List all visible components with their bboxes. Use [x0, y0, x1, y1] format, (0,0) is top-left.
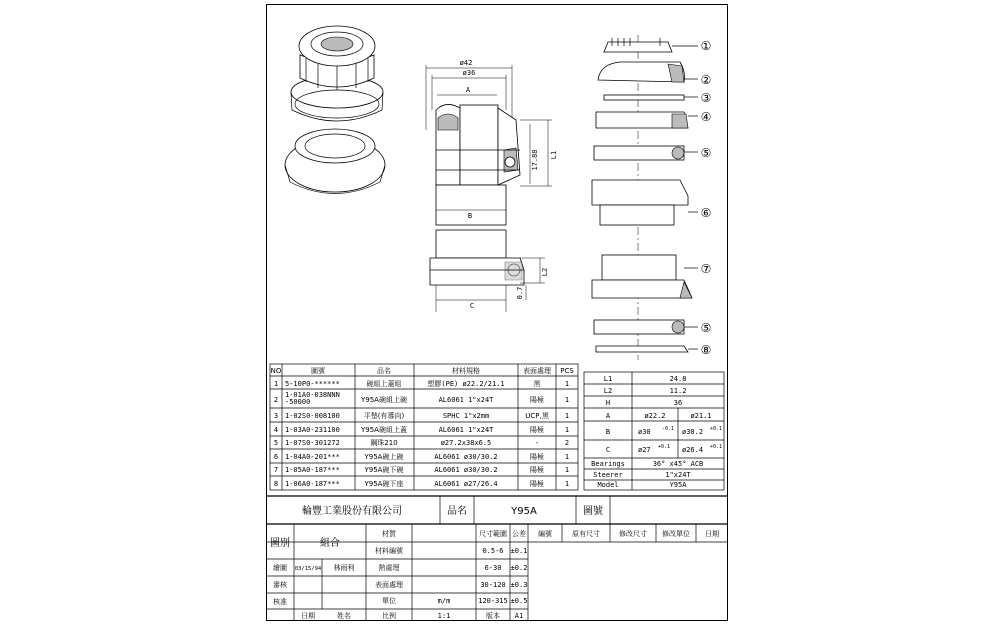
dim-l2: L2 — [541, 267, 549, 277]
spec-l2-label: L2 — [603, 387, 613, 395]
bom-row — [274, 379, 569, 388]
spec-b-label: B — [605, 428, 611, 436]
bom-cell: 1 — [273, 380, 279, 388]
date-label: 日期 — [301, 612, 315, 620]
bom-cell: - — [535, 439, 539, 447]
bom-cell: 1-03A0-231100 — [285, 426, 340, 434]
spec-c-value-2: ø26.4 — [682, 446, 704, 454]
callout-7: ⑦ — [700, 262, 712, 276]
scale-value: 1:1 — [437, 612, 451, 620]
dim-17-88: 17.88 — [531, 149, 539, 171]
bom-cell: 陽極 — [530, 453, 544, 461]
bom-cell: 6 — [273, 453, 279, 461]
dim-d36: ø36 — [462, 69, 476, 77]
bom-cell: 碗組上蓋組 — [366, 380, 402, 388]
bom-cell: 塑膠(PE) ø22.2/21.1 — [427, 380, 505, 388]
callout-3: ③ — [700, 91, 712, 105]
bom-header-no: NO — [270, 367, 282, 375]
spec-model-label: Model — [597, 481, 619, 489]
spec-h-value: 36 — [673, 399, 683, 407]
tolerance-value: ±0.3 — [510, 581, 528, 589]
bom-row — [274, 452, 569, 461]
callout-6: ⑥ — [700, 206, 712, 220]
spec-h-label: H — [605, 399, 611, 407]
bom-row — [274, 438, 569, 447]
spec-table — [584, 372, 724, 490]
bom-cell: SPHC 1"x2mm — [442, 412, 490, 420]
bom-header-material: 材料規格 — [452, 367, 480, 375]
bom-header-finish: 表面處理 — [523, 367, 551, 375]
title-block — [266, 496, 728, 621]
callout-1: ① — [700, 39, 712, 53]
bom-cell: 鋼珠210 — [370, 439, 398, 447]
spec-bearings-value: 36° x45° ACB — [652, 460, 704, 468]
tolerance-value: ±0.1 — [510, 547, 528, 555]
bom-cell: 1 — [564, 466, 570, 474]
company-name: 輪豐工業股份有限公司 — [302, 506, 402, 517]
spec-bearings-label: Bearings — [591, 460, 625, 468]
spec-a-value-1: ø22.2 — [644, 412, 666, 420]
bom-cell: Y95A碗組上蓋 — [361, 426, 407, 434]
spec-c-label: C — [605, 446, 611, 454]
bom-cell: Y95A碗組上碗 — [361, 396, 407, 404]
spec-l2-value: 11.2 — [669, 387, 687, 395]
unit-value: m/m — [437, 597, 451, 605]
spec-a-label: A — [605, 412, 611, 420]
bom-cell: Y95A碗下碗 — [364, 466, 404, 474]
version-value: A1 — [514, 612, 524, 620]
callout-8: ⑧ — [700, 343, 712, 357]
bom-table — [270, 364, 578, 490]
revision-header: 日期 — [705, 530, 719, 538]
bom-header-name: 品名 — [377, 367, 391, 375]
spec-b-tol-1: -0.1 — [662, 426, 675, 432]
bom-cell: 1-02S0-008100 — [285, 412, 340, 420]
spec-c-tol-1: +0.1 — [658, 444, 671, 450]
bom-cell: Y95A碗下座 — [364, 480, 404, 488]
bom-cell: 平墊(有導向) — [363, 412, 405, 420]
callout-5b: ⑤ — [700, 321, 712, 335]
version-label: 版本 — [486, 612, 500, 620]
bom-cell: 4 — [273, 426, 279, 434]
bom-cell: AL6061 1"x24T — [438, 426, 494, 434]
tolerance-range-header: 尺寸範圍 — [479, 530, 507, 538]
bom-cell: Y95A碗上碗 — [364, 453, 404, 461]
bom-header-drawing-no: 圖號 — [311, 367, 325, 375]
spec-c-value-1: ø27 — [638, 446, 651, 454]
spec-model-value: Y95A — [669, 481, 687, 489]
bom-cell: 1 — [564, 412, 570, 420]
spec-c-tol-2: +0.1 — [710, 444, 723, 450]
product-name-value: Y95A — [511, 506, 537, 517]
bom-cell: 1 — [564, 426, 570, 434]
bom-cell: AL6061 1"x24T — [438, 396, 494, 404]
bom-cell: 5 — [273, 439, 279, 447]
tolerance-header: 公差 — [512, 530, 526, 538]
bom-row — [274, 465, 569, 474]
bom-cell: 陽極 — [530, 396, 544, 404]
tolerance-range: 0.5-6 — [482, 547, 504, 555]
bom-cell: AL6061 ø27/26.4 — [434, 480, 498, 488]
callout-2: ② — [700, 73, 712, 87]
dim-l1: L1 — [550, 150, 558, 160]
dim-0-7: 0.7 — [516, 286, 524, 300]
bom-row — [274, 479, 569, 488]
dim-c: C — [469, 302, 475, 310]
drawing-number-label: 圖號 — [583, 506, 603, 517]
spec-l1-value: 24.8 — [669, 375, 687, 383]
bom-cell: 1-05A0-187*** — [285, 466, 340, 474]
check-label: 審核 — [273, 581, 287, 589]
unit-label: 單位 — [382, 597, 396, 605]
material-no-label: 材料編號 — [375, 547, 403, 555]
tolerance-value: ±0.2 — [510, 564, 528, 572]
cross-section-view — [426, 59, 558, 312]
revision-header: 修改尺寸 — [619, 530, 647, 538]
figure-label: 圖別 — [270, 538, 290, 549]
spec-b-value-1: ø30 — [638, 428, 651, 436]
spec-l1-label: L1 — [603, 375, 613, 383]
bom-cell: 1 — [564, 480, 570, 488]
bom-cell: 2 — [273, 396, 279, 404]
bom-cell: 陽極 — [530, 480, 544, 488]
tolerance-value: ±0.5 — [510, 597, 528, 605]
surface-label: 表面處理 — [375, 581, 403, 589]
sign-label: 姓名 — [337, 612, 351, 620]
heat-treatment-label: 熱處理 — [378, 564, 400, 572]
product-name-label: 品名 — [447, 506, 467, 517]
bom-cell: 1 — [564, 396, 570, 404]
bom-cell: 1 — [564, 380, 570, 388]
callout-4: ④ — [700, 110, 712, 124]
bom-row — [274, 411, 569, 420]
bom-cell: ø27.2x38x6.5 — [440, 439, 492, 447]
bom-cell: 7 — [273, 466, 279, 474]
drawn-date: 03/15/94 — [294, 566, 322, 572]
spec-b-value-2: ø30.2 — [682, 428, 704, 436]
bom-row — [274, 425, 569, 434]
exploded-view — [592, 35, 711, 360]
bom-cell: 黑 — [533, 380, 541, 388]
dim-d42: ø42 — [459, 59, 473, 67]
bom-cell: 8 — [273, 480, 279, 488]
revision-header: 修改單位 — [662, 530, 690, 538]
bom-cell: 2 — [564, 439, 570, 447]
figure-value: 組合 — [320, 538, 340, 549]
revision-header: 編號 — [538, 530, 552, 538]
spec-b-tol-2: +0.1 — [710, 426, 723, 432]
drawn-by: 林雨利 — [333, 564, 355, 572]
dim-a: A — [465, 86, 471, 94]
bom-cell: UCP,黑 — [525, 412, 549, 420]
bom-cell: 1-07S0-301272 — [285, 439, 340, 447]
bom-cell: 1-06A0-187*** — [285, 480, 340, 488]
scale-label: 比例 — [382, 612, 396, 620]
bom-row — [274, 391, 569, 406]
bom-cell: 3 — [273, 412, 279, 420]
bom-cell: AL6061 ø30/30.2 — [434, 466, 498, 474]
spec-a-value-2: ø21.1 — [690, 412, 712, 420]
revision-header: 原有尺寸 — [572, 530, 600, 538]
tolerance-range: 120-315 — [478, 597, 508, 605]
drawn-label: 繪圖 — [273, 564, 287, 572]
bom-header-pcs: PCS — [560, 367, 574, 375]
headset-3d-illustration — [285, 26, 385, 194]
callout-5: ⑤ — [700, 146, 712, 160]
bom-cell: 5-10P0-****** — [285, 380, 340, 388]
tolerance-range: 30-120 — [480, 581, 506, 589]
bom-cell: 陽極 — [530, 466, 544, 474]
bom-cell: 1-04A0-201*** — [285, 453, 340, 461]
material-label: 材質 — [382, 530, 396, 538]
tolerance-range: 6-30 — [484, 564, 502, 572]
spec-steerer-value: 1"x24T — [665, 471, 691, 479]
bom-cell: AL6061 ø30/30.2 — [434, 453, 498, 461]
spec-steerer-label: Steerer — [593, 471, 623, 479]
approve-label: 核准 — [273, 598, 287, 606]
dim-b: B — [467, 212, 473, 220]
bom-cell: 陽極 — [530, 426, 544, 434]
bom-cell-multiline: 1-01A0-038NNN -50000 — [285, 391, 340, 406]
bom-cell: 1 — [564, 453, 570, 461]
